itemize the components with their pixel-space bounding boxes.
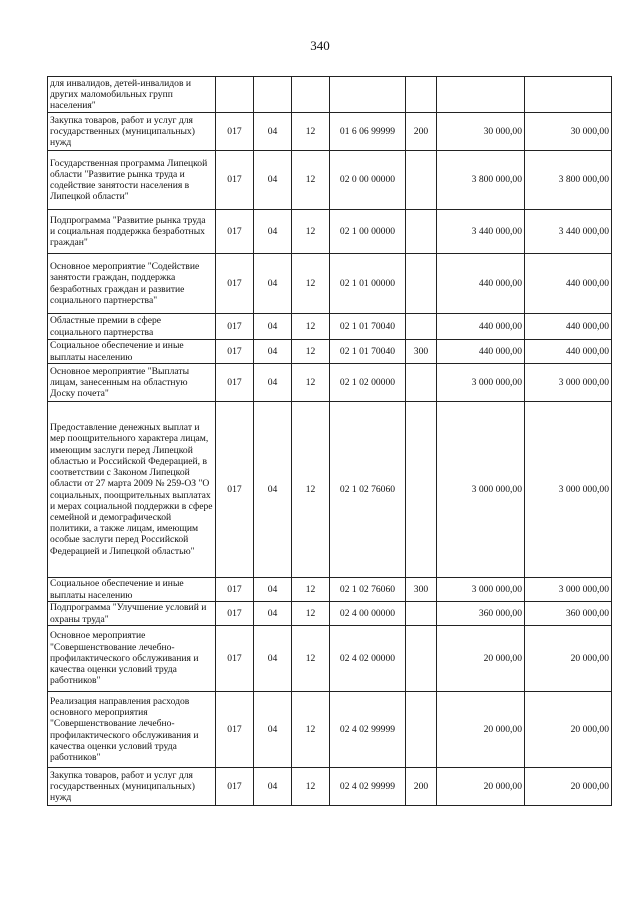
cell-admin: 017 <box>216 364 254 402</box>
table-row <box>48 113 612 151</box>
cell-name: Основное мероприятие "Совершенствование лечебно-профилактического обслуживания и качества оценки условий труда работников" <box>48 626 216 692</box>
cell-target: 02 0 00 00000 <box>330 151 406 210</box>
cell-amount-total: 440 000,00 <box>525 340 612 364</box>
cell-amount-plan: 20 000,00 <box>437 626 525 692</box>
cell-target: 02 4 02 99999 <box>330 692 406 768</box>
cell-admin: 017 <box>216 151 254 210</box>
cell-name: Закупка товаров, работ и услуг для государственных (муниципальных) нужд <box>48 113 216 151</box>
cell-admin: 017 <box>216 314 254 340</box>
cell-name: для инвалидов, детей-инвалидов и других маломобильных групп населения" <box>48 77 216 113</box>
cell-amount-plan: 30 000,00 <box>437 113 525 151</box>
cell-vr: 300 <box>406 340 437 364</box>
cell-section: 04 <box>254 578 292 602</box>
cell-vr <box>406 254 437 314</box>
cell-subsection: 12 <box>292 151 330 210</box>
cell-section: 04 <box>254 340 292 364</box>
cell-section: 04 <box>254 151 292 210</box>
cell-target: 01 6 06 99999 <box>330 113 406 151</box>
cell-name: Областные премии в сфере социального партнерства <box>48 314 216 340</box>
budget-table <box>47 76 612 806</box>
cell-name: Закупка товаров, работ и услуг для государственных (муниципальных) нужд <box>48 768 216 806</box>
cell-name: Основное мероприятие "Выплаты лицам, занесенным на областную Доску почета" <box>48 364 216 402</box>
cell-amount-plan <box>437 77 525 113</box>
cell-target: 02 1 00 00000 <box>330 210 406 254</box>
cell-target <box>330 77 406 113</box>
cell-vr: 300 <box>406 578 437 602</box>
cell-section: 04 <box>254 602 292 626</box>
cell-vr <box>406 692 437 768</box>
cell-admin: 017 <box>216 402 254 578</box>
cell-section: 04 <box>254 692 292 768</box>
table-row <box>48 578 612 602</box>
page-number: 340 <box>310 38 330 53</box>
cell-amount-plan: 3 800 000,00 <box>437 151 525 210</box>
cell-amount-total: 20 000,00 <box>525 626 612 692</box>
cell-subsection: 12 <box>292 626 330 692</box>
cell-vr <box>406 602 437 626</box>
cell-section: 04 <box>254 113 292 151</box>
cell-name: Основное мероприятие "Содействие занятости граждан, поддержка безработных граждан и развитие социального партнерства" <box>48 254 216 314</box>
cell-amount-plan: 20 000,00 <box>437 768 525 806</box>
cell-target: 02 4 02 00000 <box>330 626 406 692</box>
cell-subsection: 12 <box>292 113 330 151</box>
cell-vr <box>406 402 437 578</box>
cell-admin: 017 <box>216 210 254 254</box>
cell-subsection: 12 <box>292 578 330 602</box>
cell-amount-plan: 440 000,00 <box>437 340 525 364</box>
cell-amount-plan: 20 000,00 <box>437 692 525 768</box>
cell-amount-total: 30 000,00 <box>525 113 612 151</box>
cell-admin: 017 <box>216 602 254 626</box>
cell-name: Социальное обеспечение и иные выплаты населению <box>48 578 216 602</box>
cell-subsection: 12 <box>292 402 330 578</box>
cell-target: 02 1 02 76060 <box>330 578 406 602</box>
cell-target: 02 4 00 00000 <box>330 602 406 626</box>
cell-section: 04 <box>254 254 292 314</box>
cell-target: 02 1 02 00000 <box>330 364 406 402</box>
cell-amount-total: 360 000,00 <box>525 602 612 626</box>
cell-name: Реализация направления расходов основного мероприятия "Совершенствование лечебно-профилактического обслуживания и качества оценки условий труда работников" <box>48 692 216 768</box>
cell-amount-total: 20 000,00 <box>525 768 612 806</box>
cell-vr: 200 <box>406 113 437 151</box>
cell-vr <box>406 77 437 113</box>
cell-admin: 017 <box>216 768 254 806</box>
cell-target: 02 1 01 70040 <box>330 340 406 364</box>
cell-amount-total: 440 000,00 <box>525 254 612 314</box>
cell-admin: 017 <box>216 254 254 314</box>
cell-target: 02 1 02 76060 <box>330 402 406 578</box>
cell-amount-plan: 440 000,00 <box>437 254 525 314</box>
cell-section: 04 <box>254 402 292 578</box>
cell-amount-plan: 440 000,00 <box>437 314 525 340</box>
cell-amount-total: 3 000 000,00 <box>525 364 612 402</box>
cell-admin: 017 <box>216 113 254 151</box>
cell-subsection: 12 <box>292 314 330 340</box>
cell-vr: 200 <box>406 768 437 806</box>
cell-admin: 017 <box>216 692 254 768</box>
cell-subsection: 12 <box>292 210 330 254</box>
cell-section: 04 <box>254 626 292 692</box>
cell-amount-total <box>525 77 612 113</box>
cell-vr <box>406 210 437 254</box>
cell-name: Подпрограмма "Развитие рынка труда и социальная поддержка безработных граждан" <box>48 210 216 254</box>
table-row <box>48 340 612 364</box>
cell-name: Социальное обеспечение и иные выплаты населению <box>48 340 216 364</box>
cell-amount-plan: 3 000 000,00 <box>437 402 525 578</box>
cell-target: 02 1 01 70040 <box>330 314 406 340</box>
cell-amount-total: 3 000 000,00 <box>525 578 612 602</box>
cell-amount-total: 440 000,00 <box>525 314 612 340</box>
cell-subsection: 12 <box>292 254 330 314</box>
table-row <box>48 210 612 254</box>
cell-amount-total: 3 440 000,00 <box>525 210 612 254</box>
cell-vr <box>406 626 437 692</box>
cell-section: 04 <box>254 210 292 254</box>
cell-target: 02 1 01 00000 <box>330 254 406 314</box>
cell-amount-plan: 3 000 000,00 <box>437 364 525 402</box>
cell-subsection: 12 <box>292 768 330 806</box>
table-row <box>48 364 612 402</box>
cell-subsection: 12 <box>292 340 330 364</box>
cell-subsection <box>292 77 330 113</box>
cell-subsection: 12 <box>292 364 330 402</box>
table-row <box>48 314 612 340</box>
cell-vr <box>406 314 437 340</box>
cell-amount-plan: 360 000,00 <box>437 602 525 626</box>
table-row <box>48 768 612 806</box>
table-row <box>48 602 612 626</box>
cell-target: 02 4 02 99999 <box>330 768 406 806</box>
cell-section: 04 <box>254 768 292 806</box>
cell-amount-plan: 3 000 000,00 <box>437 578 525 602</box>
table-row <box>48 626 612 692</box>
cell-name: Предоставление денежных выплат и мер поощрительного характера лицам, имеющим заслуги перед Липецкой областью и Российской Федерацией, в соответствии с Законом Липецкой области от 27 марта 2009 № 259-ОЗ "О социальных, поощрительных выплатах и мерах социальной поддержки в сфере семейной и демографической политики, а также лицам, имеющим особые заслуги перед Российской Федерацией и Липецкой областью" <box>48 402 216 578</box>
cell-amount-total: 3 000 000,00 <box>525 402 612 578</box>
cell-subsection: 12 <box>292 692 330 768</box>
cell-name: Подпрограмма "Улучшение условий и охраны труда" <box>48 602 216 626</box>
cell-vr <box>406 151 437 210</box>
cell-section: 04 <box>254 314 292 340</box>
table-row <box>48 692 612 768</box>
cell-admin: 017 <box>216 340 254 364</box>
cell-name: Государственная программа Липецкой области "Развитие рынка труда и содействие занятости населения в Липецкой области" <box>48 151 216 210</box>
table-row <box>48 402 612 578</box>
cell-section: 04 <box>254 364 292 402</box>
cell-admin: 017 <box>216 578 254 602</box>
cell-section <box>254 77 292 113</box>
cell-amount-plan: 3 440 000,00 <box>437 210 525 254</box>
cell-admin <box>216 77 254 113</box>
cell-amount-total: 20 000,00 <box>525 692 612 768</box>
table-row <box>48 151 612 210</box>
cell-admin: 017 <box>216 626 254 692</box>
cell-subsection: 12 <box>292 602 330 626</box>
table-row <box>48 254 612 314</box>
cell-vr <box>406 364 437 402</box>
cell-amount-total: 3 800 000,00 <box>525 151 612 210</box>
table-row <box>48 77 612 113</box>
